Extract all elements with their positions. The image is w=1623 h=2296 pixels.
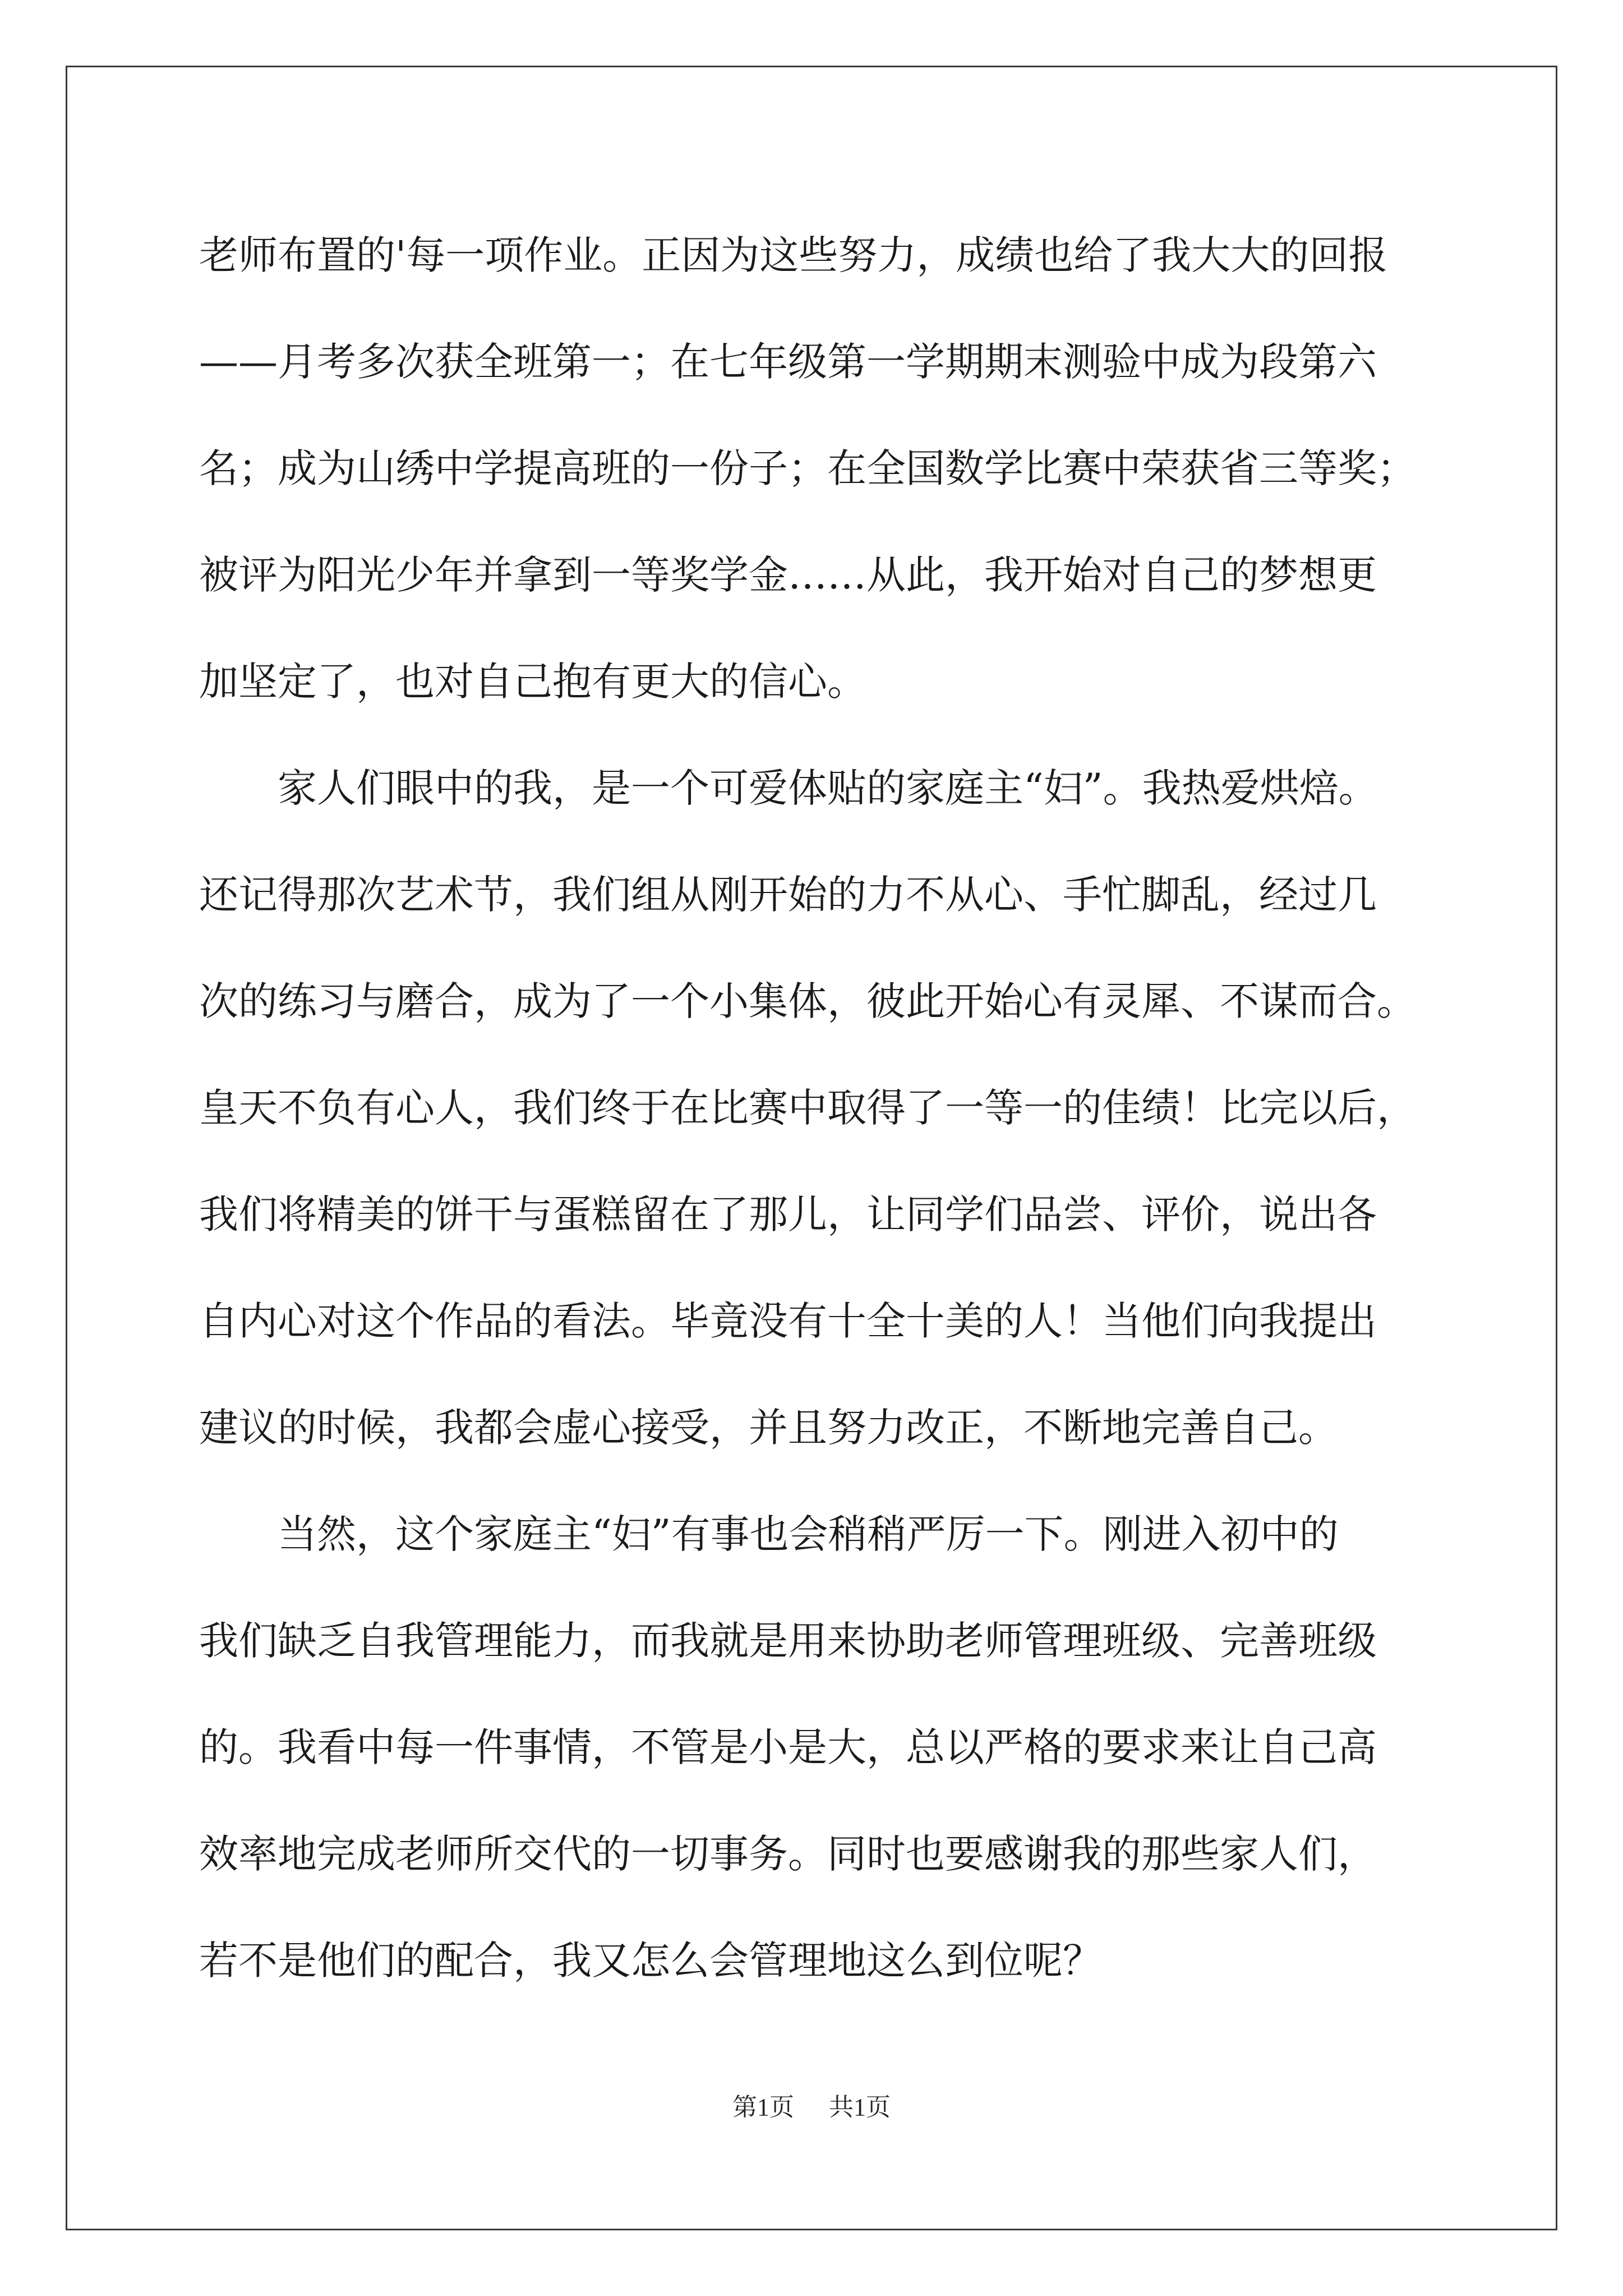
text-line: 名；成为山绣中学提高班的一份子；在全国数学比赛中荣获省三等奖； [199, 445, 1416, 491]
page-number: 第1页 [732, 2093, 794, 2121]
text-line: 皇天不负有心人，我们终于在比赛中取得了一等一的佳绩！比完以后， [199, 1085, 1416, 1131]
text-line: 自内心对这个作品的看法。毕竟没有十全十美的人！当他们向我提出 [199, 1298, 1377, 1344]
document-body [199, 202, 1433, 2014]
page-total: 共1页 [829, 2093, 891, 2121]
text-line: 老师布置的'每一项作业。正因为这些努力，成绩也给了我大大的回报 [199, 232, 1388, 278]
text-line: 我们缺乏自我管理能力，而我就是用来协助老师管理班级、完善班级 [199, 1618, 1377, 1664]
paragraph-first-line: 当然，这个家庭主“妇”有事也会稍稍严厉一下。刚进入初中的 [278, 1511, 1339, 1557]
page-footer [0, 2087, 1623, 2123]
text-line: 我们将精美的饼干与蛋糕留在了那儿，让同学们品尝、评价，说出各 [199, 1191, 1377, 1237]
text-line: 效率地完成老师所交代的一切事务。同时也要感谢我的那些家人们， [199, 1831, 1377, 1877]
paragraph-first-line: 家人们眼中的我，是一个可爱体贴的家庭主“妇”。我热爱烘焙。 [278, 765, 1378, 811]
text-line: 的。我看中每一件事情，不管是小是大，总以严格的要求来让自己高 [199, 1724, 1377, 1770]
text-line: 建议的时候，我都会虚心接受，并且努力改正，不断地完善自己。 [199, 1405, 1338, 1451]
text-line: 加坚定了，也对自己抱有更大的信心。 [199, 659, 866, 705]
text-line: 若不是他们的配合，我又怎么会管理地这么到位呢？ [199, 1938, 1102, 1984]
text-line: ——月考多次获全班第一；在七年级第一学期期末测验中成为段第六 [199, 339, 1377, 385]
text-line: 次的练习与磨合，成为了一个小集体，彼此开始心有灵犀、不谋而合。 [199, 978, 1416, 1024]
text-line: 被评为阳光少年并拿到一等奖学金……从此，我开始对自己的梦想更 [199, 552, 1377, 598]
text-line: 还记得那次艺术节，我们组从刚开始的力不从心、手忙脚乱，经过几 [199, 872, 1377, 918]
